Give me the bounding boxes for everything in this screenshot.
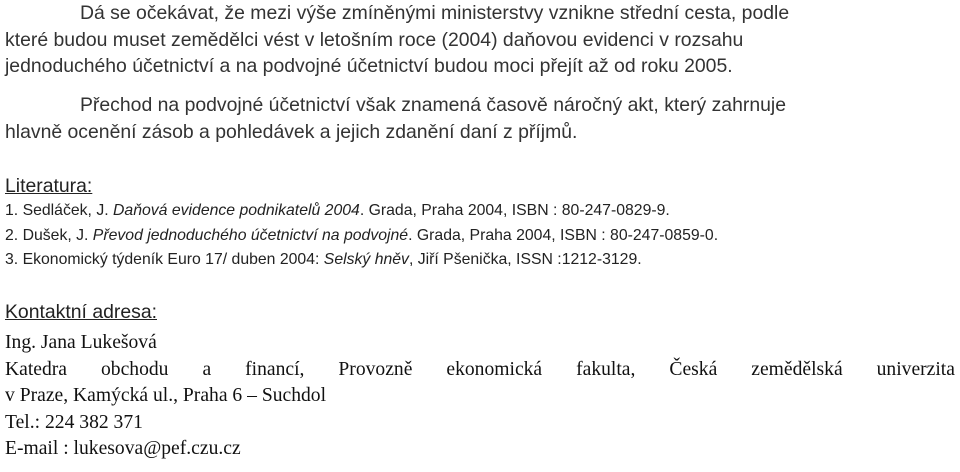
paragraph-1-line-1: Dá se očekávat, že mezi výše zmíněnými ministerstvy vznikne střední cesta, podle (80, 2, 790, 24)
contact-email[interactable]: E-mail : lukesova@pef.czu.cz (5, 438, 241, 460)
paragraph-1-line-2: které budou muset zemědělci vést v letošním roce (2004) daňovou evidenci v rozsahu (5, 28, 744, 51)
literature-item-details: . Grada, Praha 2004, ISBN : 80-247-0859-0. (408, 226, 719, 244)
paragraph-2-line-1: Přechod na podvojné účetnictví však znamená časově náročný akt, který zahrnuje (80, 94, 786, 116)
contact-department-word: a (202, 358, 212, 380)
literature-item-author: 3. Ekonomický týdeník Euro 17/ duben 2004: (5, 251, 324, 268)
contact-department-word: financí, (245, 358, 305, 380)
contact-name: Ing. Jana Lukešová (5, 332, 157, 353)
literature-item (5, 199, 718, 224)
literature-item-details: . Grada, Praha 2004, ISBN : 80-247-0829-9. (359, 202, 670, 219)
contact-department-word: obchodu (100, 358, 169, 380)
literature-item (5, 248, 718, 273)
contact-phone: Tel.: 224 382 371 (5, 411, 143, 433)
paragraph-1-line-3: jednoduchého účetnictví a na podvojné účetnictví budou moci přejít až od roku 2005. (5, 55, 733, 77)
paragraph-2 (5, 92, 955, 145)
contact-block (5, 330, 955, 463)
contact-heading: Kontaktní adresa: (5, 301, 157, 323)
literature-item-author: 2. Dušek, J. (5, 226, 93, 244)
paragraph-1 (5, 0, 955, 80)
contact-department-word: Katedra (5, 358, 68, 380)
literature-item (5, 224, 718, 249)
literature-list (5, 199, 718, 273)
paragraph-2-line-2: hlavně ocenění zásob a pohledávek a jejich zdanění daní z příjmů. (5, 120, 578, 143)
contact-department-word: univerzita (876, 358, 955, 380)
contact-department-word: Česká (669, 358, 718, 380)
literature-heading: Literatura: (5, 175, 93, 197)
contact-department-word: zemědělská (751, 358, 843, 380)
contact-department-word: fakulta, (576, 358, 636, 380)
contact-address: v Praze, Kamýcká ul., Praha 6 – Suchdol (5, 385, 327, 407)
contact-department (5, 357, 955, 384)
literature-item-title: Selský hněv (323, 251, 409, 268)
contact-department-word: ekonomická (446, 358, 543, 380)
literature-item-title: Převod jednoduchého účetnictví na podvojné (92, 226, 409, 244)
contact-department-word: Provozně (338, 358, 413, 380)
literature-item-title: Daňová evidence podnikatelů 2004 (113, 202, 360, 219)
literature-item-author: 1. Sedláček, J. (5, 202, 114, 219)
literature-item-details: , Jiří Pšenička, ISSN :1212-3129. (408, 251, 642, 268)
